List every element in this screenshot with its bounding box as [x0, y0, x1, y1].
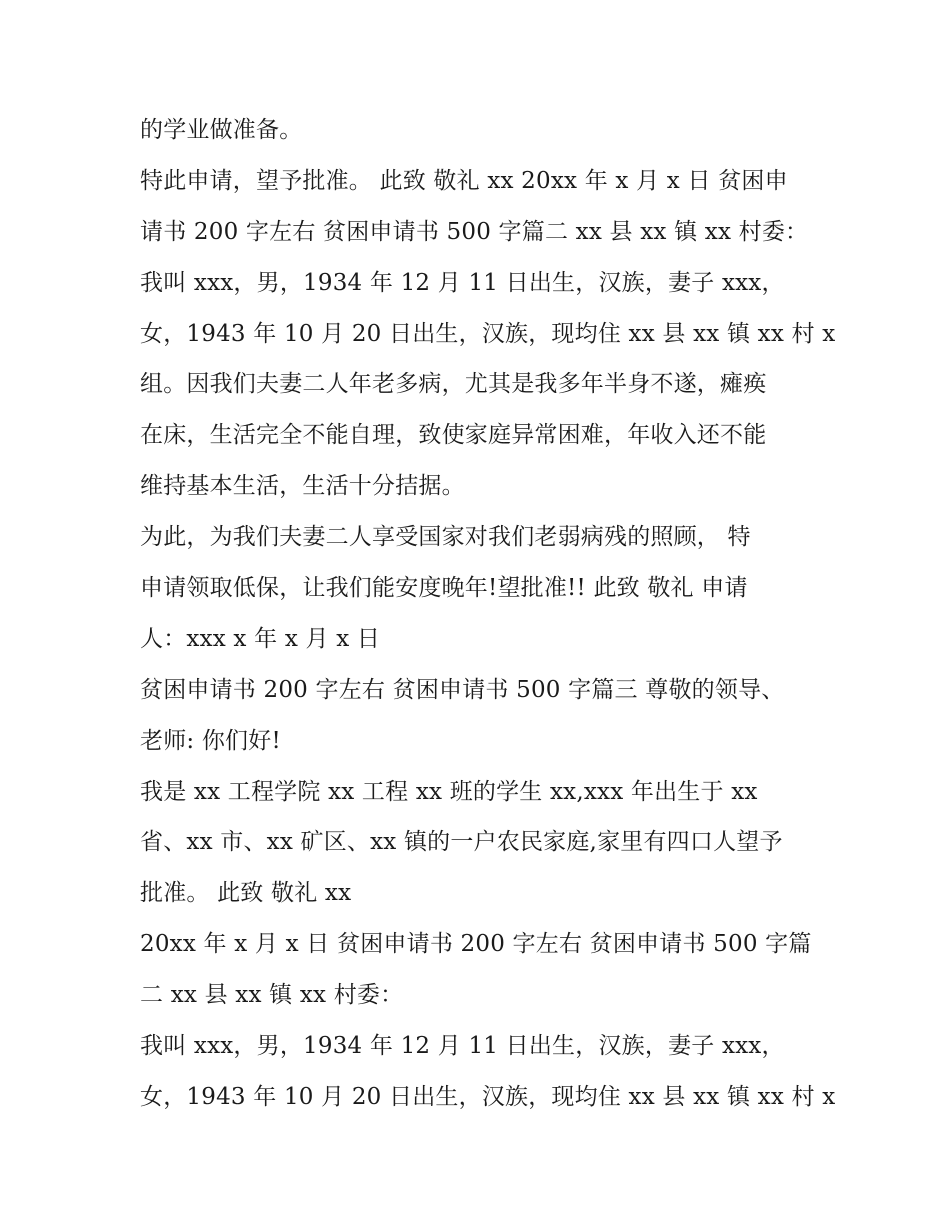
text-line: 维持基本生活，生活十分拮据。 — [140, 473, 465, 500]
text-line: 请书 200 字左右 贫困申请书 500 字篇二 xx 县 xx 镇 xx 村委： — [140, 218, 809, 245]
text-line: 老师: 你们好! — [140, 727, 281, 754]
text-line: 女，1943 年 10 月 20 日出生，汉族，现均住 xx 县 xx 镇 xx 村 x — [140, 1083, 836, 1110]
text-line: 二 xx 县 xx 镇 xx 村委： — [140, 982, 404, 1009]
text-line: 省、xx 市、xx 矿区、xx 镇的一户农民家庭,家里有四口人望予 — [140, 829, 783, 856]
text-line: 20xx 年 x 月 x 日 贫困申请书 200 字左右 贫困申请书 500 字篇 — [140, 931, 812, 958]
text-line: 贫困申请书 200 字左右 贫困申请书 500 字篇三 尊敬的领导、 — [140, 676, 785, 703]
text-line: 批准。 此致 敬礼 xx — [140, 880, 352, 907]
text-line: 我叫 xxx，男，1934 年 12 月 11 日出生，汉族，妻子 xxx， — [140, 269, 785, 296]
text-line: 我是 xx 工程学院 xx 工程 xx 班的学生 xx,xxx 年出生于 xx — [140, 778, 758, 805]
text-line: 的学业做准备。 — [140, 117, 303, 143]
document-body — [140, 105, 836, 1123]
text-line: 人：xxx x 年 x 月 x 日 — [140, 625, 381, 652]
text-line: 我叫 xxx，男，1934 年 12 月 11 日出生，汉族，妻子 xxx， — [140, 1033, 785, 1060]
text-line: 特此申请，望予批准。 此致 敬礼 xx 20xx 年 x 月 x 日 贫困申 — [140, 167, 788, 194]
text-line: 组。因我们夫妻二人年老多病，尤其是我多年半身不遂，瘫痪 — [140, 371, 767, 398]
text-line: 在床，生活完全不能自理，致使家庭异常困难，年收入还不能 — [140, 422, 767, 449]
text-line: 女，1943 年 10 月 20 日出生，汉族，现均住 xx 县 xx 镇 xx 村 x — [140, 320, 836, 347]
text-line: 为此，为我们夫妻二人享受国家对我们老弱病残的照顾， 特 — [140, 524, 751, 551]
text-line: 申请领取低保，让我们能安度晚年!望批准!! 此致 敬礼 申请 — [140, 575, 748, 602]
